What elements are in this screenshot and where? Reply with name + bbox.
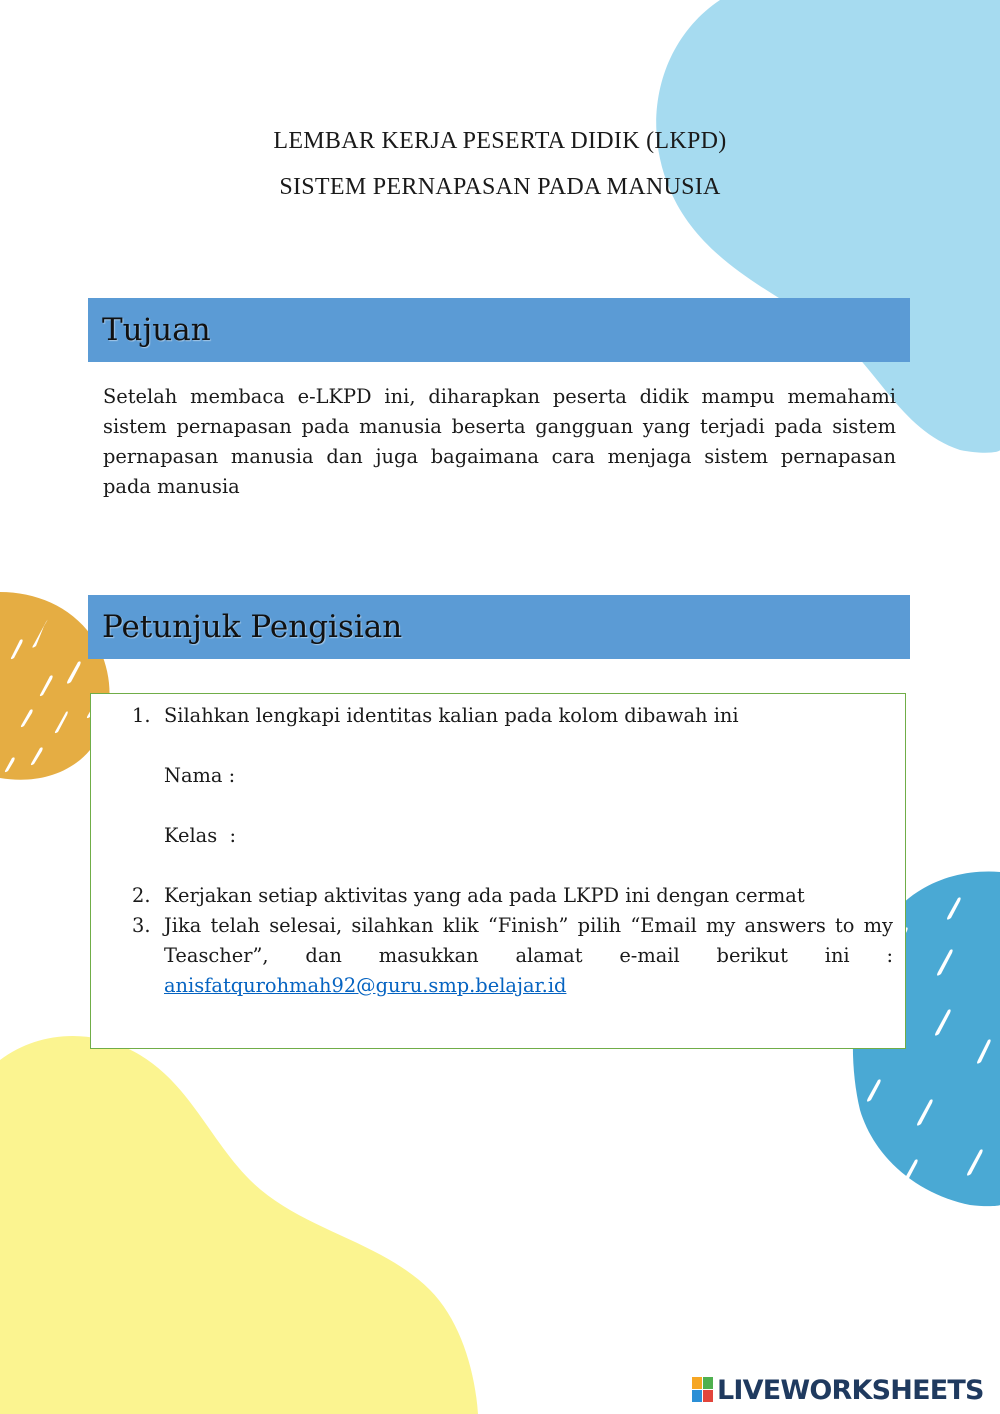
liveworksheets-logo-text: LIVEWORKSHEETS xyxy=(717,1374,984,1406)
step-number: 1. xyxy=(132,704,151,727)
worksheet-title: LEMBAR KERJA PESERTA DIDIK (LKPD) xyxy=(273,128,727,154)
step-text: Kerjakan setiap aktivitas yang ada pada LKPD ini dengan cermat xyxy=(164,884,805,907)
yellow-blob xyxy=(0,1036,478,1414)
list-item xyxy=(132,701,893,731)
step-number: 3. xyxy=(132,914,151,937)
tujuan-heading: Tujuan xyxy=(102,312,211,348)
kelas-label: Kelas : xyxy=(164,824,237,847)
step-number: 2. xyxy=(132,884,151,907)
petunjuk-heading: Petunjuk Pengisian xyxy=(102,609,403,645)
list-item xyxy=(132,911,893,1001)
step-text: Jika telah selesai, silahkan klik “Finish” pilih “Email my answers to my Teascher”, dan masukkan alamat e-mail berikut ini : xyxy=(164,914,893,967)
list-item xyxy=(132,881,893,911)
liveworksheets-logo-icon xyxy=(692,1377,714,1403)
worksheet-subtitle: SISTEM PERNAPASAN PADA MANUSIA xyxy=(279,174,721,200)
step-text: Silahkan lengkapi identitas kalian pada kolom dibawah ini xyxy=(164,704,739,727)
tujuan-paragraph: Setelah membaca e-LKPD ini, diharapkan peserta didik mampu memahami sistem pernapasan pada manusia beserta gangguan yang terjadi pada sistem pernapasan manusia dan juga bagaimana cara menjaga sistem pernapasan pada manusia xyxy=(103,385,896,498)
instructions-list xyxy=(132,701,893,1001)
tujuan-heading-bar xyxy=(88,298,910,362)
nama-label: Nama : xyxy=(164,764,236,787)
email-link[interactable]: anisfatqurohmah92@guru.smp.belajar.id xyxy=(164,974,567,997)
petunjuk-heading-bar xyxy=(88,595,910,659)
liveworksheets-logo xyxy=(692,1374,984,1406)
